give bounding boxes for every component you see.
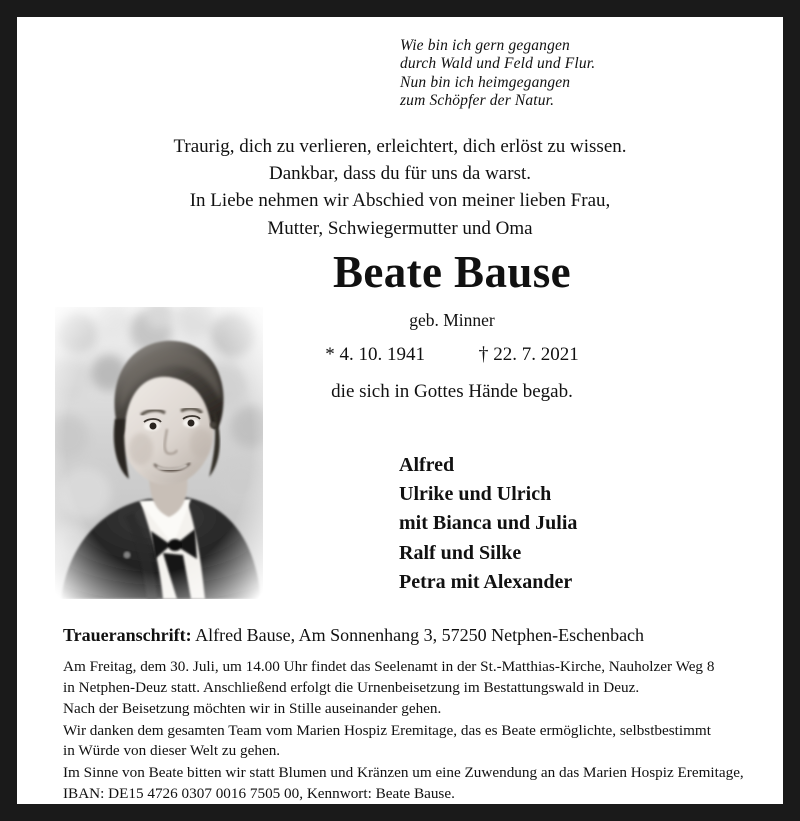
survivor-line: mit Bianca und Julia bbox=[399, 512, 578, 535]
survivor-line: Ulrike und Ulrich bbox=[399, 483, 552, 506]
intro-line: Mutter, Schwiegermutter und Oma bbox=[267, 218, 533, 239]
poem-line: durch Wald und Feld und Flur. bbox=[400, 55, 596, 73]
poem-line: zum Schöpfer der Natur. bbox=[400, 92, 555, 110]
mourning-address-label: Traueranschrift: bbox=[63, 625, 192, 645]
notice-sheet bbox=[17, 17, 783, 804]
portrait-photo bbox=[55, 307, 263, 599]
detail-line: in Netphen-Deuz statt. Anschließend erfolgt die Urnenbeisetzung im Bestattungswald in Deuz. bbox=[63, 678, 640, 696]
intro-line: Traurig, dich zu verlieren, erleichtert, dich erlöst zu wissen. bbox=[173, 136, 627, 157]
birth-symbol-icon: * bbox=[325, 344, 335, 365]
survivor-line: Ralf und Silke bbox=[399, 541, 522, 564]
silence-request-paragraph bbox=[63, 699, 763, 720]
detail-line: Nach der Beisetzung möchten wir in Stille auseinander gehen. bbox=[63, 700, 442, 718]
detail-line: Am Freitag, dem 30. Juli, um 14.00 Uhr findet das Seelenamt in der St.-Matthias-Kirche, Nauholzer Weg 8 bbox=[63, 658, 715, 675]
donation-request-paragraph bbox=[63, 763, 763, 804]
intro-line: In Liebe nehmen wir Abschied von meiner lieben Frau, bbox=[189, 190, 611, 211]
intro-line: Dankbar, dass du für uns da warst. bbox=[268, 163, 531, 184]
deceased-maiden-name: geb. Minner bbox=[409, 310, 495, 330]
survivor-line: Petra mit Alexander bbox=[399, 570, 573, 593]
donation-iban-line: IBAN: DE15 4726 0307 0016 7505 00, Kennwort: Beate Bause. bbox=[63, 784, 455, 802]
detail-line: Wir danken dem gesamten Team vom Marien Hospiz Eremitage, das es Beate ermöglichte, selbstbestimmt bbox=[63, 721, 711, 739]
memorial-poem bbox=[400, 37, 595, 111]
death-date: 22. 7. 2021 bbox=[493, 344, 579, 365]
deceased-name: Beate Bause bbox=[332, 247, 572, 297]
mourning-address-value: Alfred Bause, Am Sonnenhang 3, 57250 Netphen-Eschenbach bbox=[195, 625, 645, 645]
survivor-line: Alfred bbox=[399, 454, 455, 476]
death-cross-icon: † bbox=[478, 343, 489, 365]
poem-line: Wie bin ich gern gegangen bbox=[400, 37, 570, 54]
survivors-list bbox=[399, 451, 577, 597]
hospice-thanks-paragraph bbox=[63, 721, 763, 762]
intro-text-farewell bbox=[17, 187, 783, 243]
funeral-service-paragraph bbox=[63, 657, 763, 698]
mourning-address bbox=[63, 623, 644, 647]
closing-line: die sich in Gottes Hände begab. bbox=[331, 381, 573, 402]
life-dates bbox=[232, 342, 672, 367]
poem-line: Nun bin ich heimgegangen bbox=[400, 73, 571, 91]
detail-line: Im Sinne von Beate bitten wir statt Blumen und Kränzen um eine Zuwendung an das Marien Hospiz Eremitage, bbox=[63, 763, 744, 781]
detail-line: in Würde von dieser Welt zu gehen. bbox=[63, 742, 281, 760]
funeral-details bbox=[63, 657, 763, 804]
intro-text-gratitude bbox=[17, 133, 783, 187]
birth-date: 4. 10. 1941 bbox=[339, 344, 425, 365]
